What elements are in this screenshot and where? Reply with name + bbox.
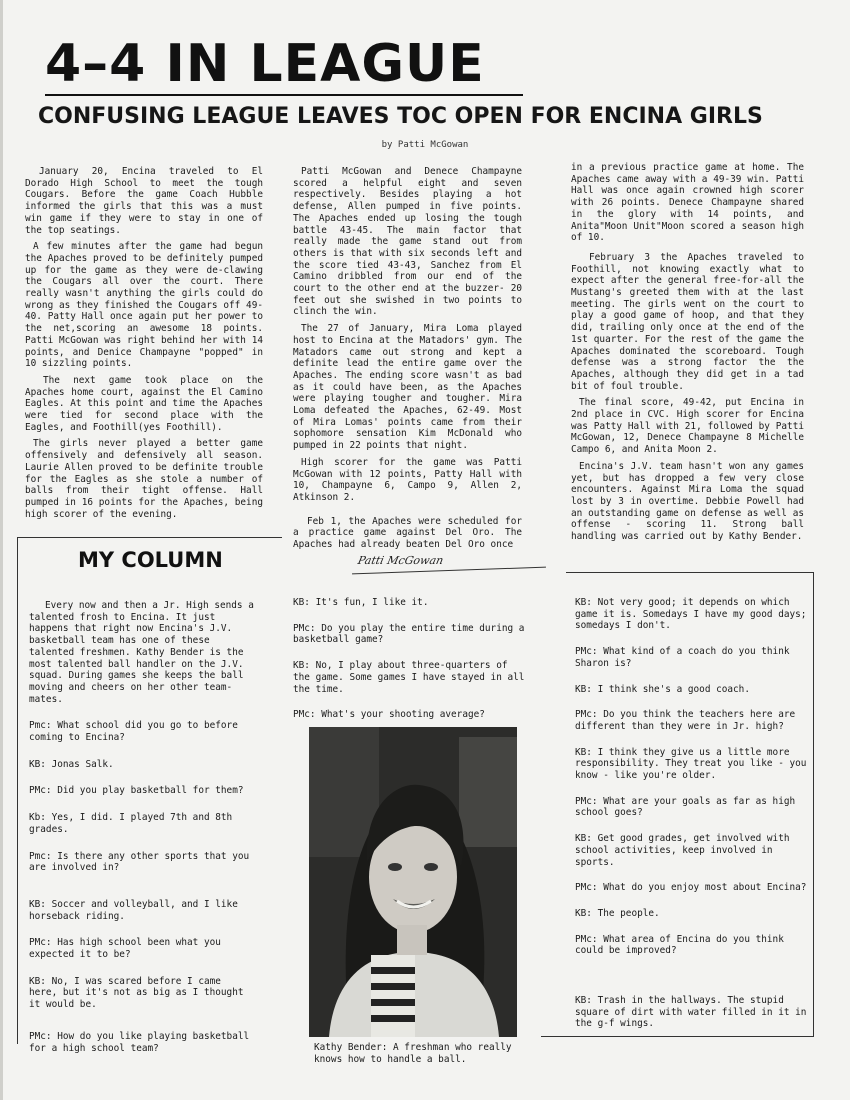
column-box-border <box>17 537 282 538</box>
article-paragraph: in a previous practice game at home. The Apaches came away with a 49-39 win. Patti Hall was once again crowned high scorer with 26 points. Denece Champayne shared in the glory with 14 points, and Anita"Moon Unit"Moon scored a season high of 10. <box>571 162 804 244</box>
article-paragraph: Patti McGowan and Denece Champayne scored a helpful eight and seven respectively. Besides playing a hot defense, Allen pumped in five points. The Apaches ended up losing the tough battle 43-45. The main factor that really made the game stand out from others is that with six seconds left and the score tied 43-43, Sanchez from El Camino dribbled from our end of the court to the other end at the buzzer- 20 feet out she swished in two points to clinch the win. <box>293 166 522 318</box>
portrait-image <box>309 727 517 1037</box>
interview-line: KB: Trash in the hallways. The stupid square of dirt with water filled in it in the g-f wings. <box>575 995 807 1030</box>
headline: 4–4 IN LEAGUE <box>45 34 485 94</box>
headline-rule <box>45 94 523 96</box>
article-paragraph: High scorer for the game was Patti McGowan with 12 points, Patty Hall with 10, Champayne 6, Campo 9, Allen 2, Atkinson 2. <box>293 456 522 503</box>
interview-line: Kb: Yes, I did. I played 7th and 8th grades. <box>29 812 233 835</box>
subheadline: CONFUSING LEAGUE LEAVES TOC OPEN FOR ENCINA GIRLS <box>38 104 763 129</box>
interview-line: KB: No, I was scared before I came here, but it's not as big as I thought it would be. <box>29 975 244 1011</box>
column-box-border <box>17 537 18 1044</box>
article-paragraph: Encina's J.V. team hasn't won any games yet, but has dropped a few very close encounters. Against Mira Loma the squad lost by 3 in overtime. Debbie Powell had an outstanding game on defense as well as offense - scoring 11. Strong ball handling was carried out by Kathy Bender. <box>571 460 804 543</box>
article-column-2 <box>293 166 522 556</box>
my-column-title: MY COLUMN <box>78 548 223 572</box>
interview-line: PMc: What are your goals as far as high school goes? <box>575 795 796 819</box>
interview-line: Pmc: What school did you go to before coming to Encina? <box>29 720 238 744</box>
article-paragraph: The 27 of January, Mira Loma played host to Encina at the Matadors' gym. The Matadors came out strong and kept a definite lead the entire game over the Apaches. The ending score wasn't as bad as it could have been, as the Apaches were playing tougher and tougher. Mira Loma defeated the Apaches, 62-49. Most of Mira Lomas' points came from their sophomore sensation Kim McDonald who pumped in 22 points that night. <box>293 323 522 452</box>
signature-line <box>352 567 546 575</box>
interview-line: KB: Soccer and volleyball, and I like horseback riding. <box>29 898 238 922</box>
interview-line: KB: No, I play about three-quarters of the game. Some games I have stayed in all the time. <box>293 660 525 695</box>
interview-line: KB: I think she's a good coach. <box>575 683 750 695</box>
column-box-border <box>566 572 814 573</box>
column-left-text <box>29 600 254 1054</box>
column-middle-text <box>293 597 528 721</box>
interview-line: PMc: Do you think the teachers here are different than they were in Jr. high? <box>575 709 796 732</box>
column-box-border <box>813 572 814 1037</box>
interview-line: KB: Get good grades, get involved with school activities, keep involved in sports. <box>575 833 790 868</box>
article-paragraph: A few minutes after the game had begun the Apaches proved to be definitely pumped up for the game as they were de-clawing the Cougars all over the court. There really wasn't anything the girls could do wrong as they finished the Cougars off 49-40. Patty Hall once again put her power to the net,scoring an awesome 18 points. Patti McGowan was right behind her with 14 points, and Denice Champayne "popped" in 10 sizzling points. <box>25 241 263 370</box>
article-paragraph: The next game took place on the Apaches home court, against the El Camino Eagles. At this point and time the Apaches were tied for second place with the Eagles, and Foothill(yes Foothill). <box>25 374 263 433</box>
article-paragraph: The final score, 49-42, put Encina in 2nd place in CVC. High scorer for Encina was Patty Hall with 21, followed by Patti McGowan, 12, Denece Champayne 8 Michelle Campo 6, and Anita Moon 2. <box>571 397 804 456</box>
interview-line: PMc: Do you play the entire time during a basketball game? <box>293 622 525 646</box>
article-paragraph: Feb 1, the Apaches were scheduled for a practice game against Del Oro. The Apaches had already beaten Del Oro once <box>293 515 522 551</box>
author-signature: Patti McGowan <box>356 554 445 567</box>
article-paragraph: The girls never played a better game offensively and defensively all season. Laurie Allen proved to be definite trouble for the Eagles as she stole a number of balls from their tight offense. Hall pumped in 16 points for the Apaches, being high scorer of the evening. <box>25 438 263 520</box>
byline: by Patti McGowan <box>381 140 469 150</box>
article-column-3 <box>571 162 804 548</box>
interview-line: Pmc: Is there any other sports that you are involved in? <box>29 850 250 874</box>
column-intro: Every now and then a Jr. High sends a talented frosh to Encina. It just happens that right now Encina's J.V. basketball team has one of these talented freshmen. Kathy Bender is the most talented ball handler on the J.V. squad. During games she keeps the ball moving and cheers on her other team-mates. <box>29 600 254 705</box>
article-paragraph: February 3 the Apaches traveled to Foothill, not knowing exactly what to expect after the general free-for-all the Mustang's greeted them with at the last meeting. The girls went on the court to play a good game of hoop, and that they did, trailing only once at the end of the 1st quarter. For the rest of the game the Apaches dominated the scoreboard. Tough defense was a strong factor the the Apaches, although they did get in a tad bit of foul trouble. <box>571 251 804 392</box>
interview-line: PMc: What do you enjoy most about Encina? <box>575 882 807 894</box>
interview-line: PMc: Did you play basketball for them? <box>29 785 244 797</box>
interview-line: PMc: How do you like playing basketball for a high school team? <box>29 1030 250 1054</box>
kathy-bender-photo <box>309 727 517 1037</box>
interview-line: PMc: Has high school been what you expected it to be? <box>29 937 221 961</box>
interview-line: PMc: What area of Encina do you think could be improved? <box>575 933 784 957</box>
column-box-border <box>541 1036 814 1037</box>
article-column-1 <box>25 166 263 525</box>
column-right-text <box>575 597 807 1030</box>
interview-line: KB: Jonas Salk. <box>29 758 114 770</box>
page-edge <box>0 0 3 1100</box>
interview-line: KB: I think they give us a little more responsibility. They treat you like - you know - like you're older. <box>575 746 807 782</box>
photo-caption: Kathy Bender: A freshman who really knows how to handle a ball. <box>314 1042 512 1065</box>
article-paragraph: January 20, Encina traveled to El Dorado High School to meet the tough Cougars. Before the game Coach Hubble informed the girls that this was a must win game if they were to stay in one of the top seatings. <box>25 166 263 236</box>
interview-line: KB: It's fun, I like it. <box>293 597 429 608</box>
interview-line: KB: Not very good; it depends on which game it is. Somedays I have my good days; somedays I don't. <box>575 597 807 632</box>
interview-line: PMc: What kind of a coach do you think Sharon is? <box>575 646 790 669</box>
interview-line: KB: The people. <box>575 907 660 919</box>
interview-line: PMc: What's your shooting average? <box>293 709 485 721</box>
